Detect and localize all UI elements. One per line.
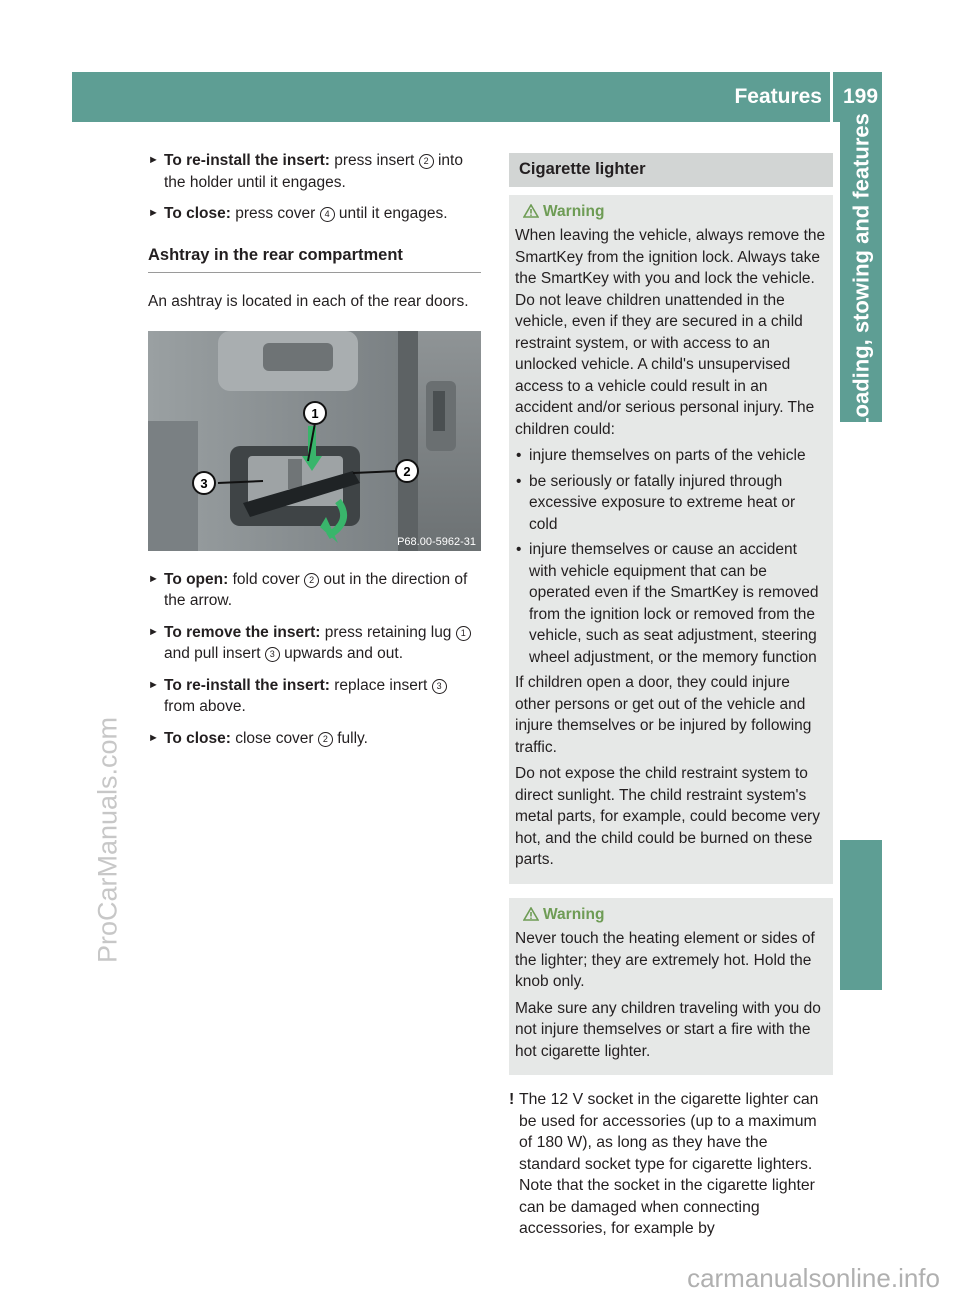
step-arrow-icon: ► (148, 154, 159, 166)
step-arrow-icon: ► (148, 678, 159, 691)
step-label: To close: (164, 205, 231, 222)
step-remove-insert (148, 622, 481, 665)
step-text: close cover (230, 729, 318, 747)
warning-title-text: Warning (543, 202, 605, 220)
callout-number: 1 (456, 626, 471, 641)
ashtray-photo (148, 331, 481, 551)
step-text: from above. (164, 698, 246, 715)
bullet-dot-icon: • (516, 447, 522, 464)
step-text: until it engages. (334, 205, 448, 222)
watermark: ProCarManuals.com (92, 716, 123, 964)
bullet-dot-icon: • (516, 541, 522, 558)
figure-callout-2: 2 (403, 463, 411, 479)
bullet-dot-icon: • (516, 472, 522, 490)
note-12v-socket (509, 1089, 833, 1240)
step-label: To open: (164, 570, 229, 588)
left-column (148, 150, 481, 759)
warning-paragraph: Do not expose the child restraint system to direct sunlight. The child restraint system's metal parts, for example, could become very hot, and the child could be burned on these parts. (515, 765, 820, 868)
step-close-bottom (148, 728, 481, 750)
step-text: press insert (329, 152, 419, 169)
step-text: into the holder until it engages. (164, 152, 463, 191)
note-exclamation-icon: ! (509, 1091, 515, 1108)
step-reinstall-top (148, 150, 481, 193)
section-heading-cigarette-lighter: Cigarette lighter (509, 153, 833, 187)
intro-text: An ashtray is located in each of the rear doors. (148, 293, 469, 310)
step-text: press cover (230, 205, 320, 222)
step-label: To re-install the insert: (164, 676, 330, 694)
header-section-title: Features (734, 85, 822, 108)
step-label: To remove the insert: (164, 623, 321, 641)
figure-callout-1: 1 (311, 405, 319, 421)
step-label: To close: (164, 729, 231, 747)
callout-number: 4 (320, 207, 335, 222)
warning-box-heat (509, 898, 833, 1076)
footer-watermark: carmanualsonline.info (687, 1263, 940, 1293)
callout-number: 3 (265, 647, 280, 662)
bullet-text: injure themselves on parts of the vehicle (529, 447, 806, 464)
step-text: fully. (332, 729, 368, 747)
side-tab-block (840, 840, 882, 990)
ashtray-figure (148, 331, 481, 551)
callout-number: 2 (419, 154, 434, 169)
step-text: press retaining lug (320, 623, 456, 641)
step-text: out in the direction of the arrow. (164, 570, 468, 609)
warning-title (515, 904, 827, 926)
page-number: 199 (843, 85, 879, 108)
step-text: fold cover (228, 570, 305, 588)
callout-number: 2 (318, 732, 333, 747)
step-arrow-icon: ► (148, 207, 159, 219)
note-text: The 12 V socket in the cigarette lighter can be used for accessories (up to a maximum of 180 W), as long as they have the standard socket type for cigarette lighters. Note that the socket in the cigarette lighter can be damaged when connecting accessories, for example by (519, 1091, 819, 1237)
callout-number: 3 (432, 679, 447, 694)
step-reinstall-bottom (148, 675, 481, 718)
warning-triangle-icon (523, 204, 539, 218)
warning-paragraph: Make sure any children traveling with you do not injure themselves or start a fire with the hot cigarette lighter. (515, 999, 821, 1060)
step-text: upwards and out. (279, 645, 404, 662)
chapter-side-tab-label: Loading, stowing and features (848, 113, 874, 431)
step-open (148, 569, 481, 612)
bullet-text: be seriously or fatally injured through excessive exposure to extreme heat or cold (529, 472, 796, 533)
step-text: and pull insert (164, 645, 265, 662)
bullet-item (515, 445, 827, 467)
warning-title-text: Warning (543, 905, 605, 923)
header-separator (830, 72, 833, 122)
warning-paragraph: Never touch the heating element or sides of the lighter; they are extremely hot. Hold the knob only. (515, 930, 815, 990)
bullet-item (515, 471, 827, 536)
step-label: To re-install the insert: (164, 152, 330, 169)
right-column (509, 153, 833, 1240)
step-text: replace insert (329, 676, 432, 694)
section-heading-ashtray: Ashtray in the rear compartment (148, 245, 481, 274)
bullet-item (515, 539, 827, 668)
warning-triangle-icon (523, 907, 539, 921)
step-close-top (148, 203, 481, 225)
callout-number: 2 (304, 573, 319, 588)
warning-title (515, 201, 827, 223)
warning-box-children (509, 195, 833, 884)
warning-paragraph: When leaving the vehicle, always remove the SmartKey from the ignition lock. Always take the SmartKey with you and lock the vehicle. Do not leave children unattended in the vehicle, even if they are secured in a child restraint system, or with access to an unlocked vehicle. A child's unsupervised access to a vehicle could result in an accident and/or serious personal injury. The children could: (515, 227, 826, 438)
figure-callout-3: 3 (200, 475, 208, 491)
step-arrow-icon: ► (148, 572, 159, 585)
step-arrow-icon: ► (148, 625, 159, 638)
figure-code: P68.00-5962-31 (397, 535, 476, 548)
step-arrow-icon: ► (148, 731, 159, 744)
bullet-text: injure themselves or cause an accident with vehicle equipment that can be operated even if the SmartKey is removed from the ignition lock or removed from the vehicle, such as seat adjustment, steering wheel adjustment, or the memory function (529, 541, 819, 666)
warning-paragraph: If children open a door, they could injure other persons or get out of the vehicle and injure themselves or be injured by following traffic. (515, 674, 812, 756)
